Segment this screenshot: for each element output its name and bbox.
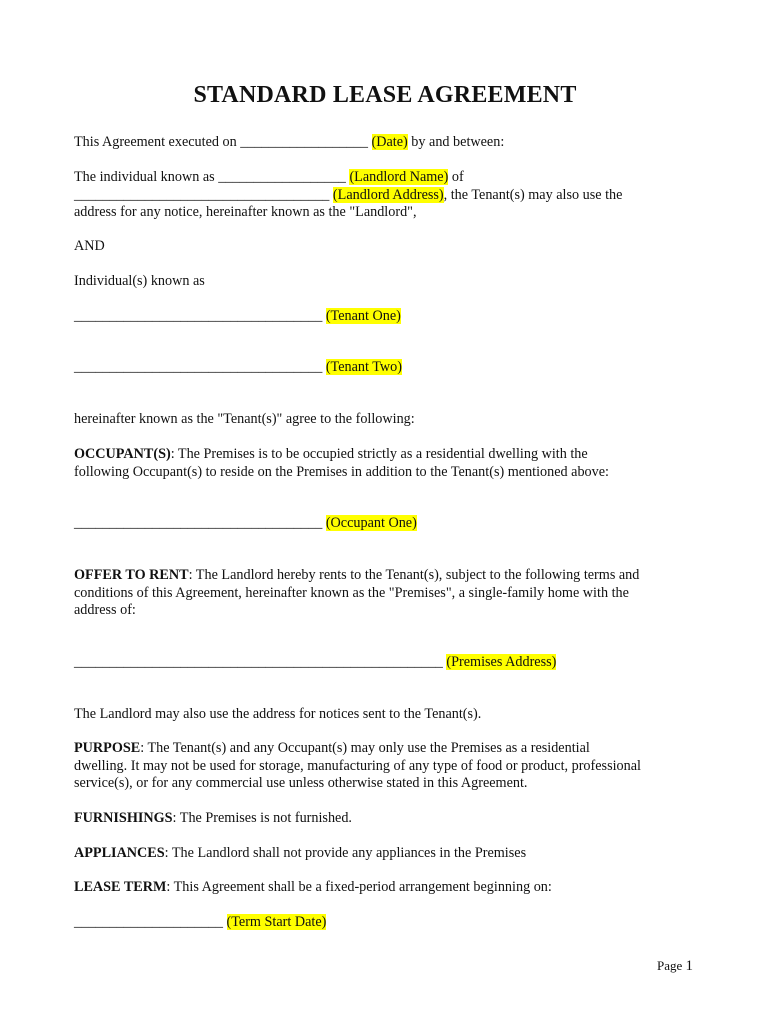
occupant-one-placeholder: (Occupant One) bbox=[325, 515, 417, 531]
tenant-one-placeholder: (Tenant One) bbox=[325, 308, 401, 324]
document-title: STANDARD LEASE AGREEMENT bbox=[193, 82, 577, 108]
text: address of: bbox=[74, 602, 136, 618]
text: : The Landlord hereby rents to the Tenant(s), subject to the following terms and bbox=[188, 567, 640, 583]
text: following Occupant(s) to reside on the Premises in addition to the Tenant(s) mentioned above: bbox=[74, 463, 609, 480]
and-line: AND bbox=[74, 238, 105, 254]
purpose-section bbox=[74, 740, 704, 793]
hereinafter-line: hereinafter known as the "Tenant(s)" agree to the following: bbox=[74, 411, 415, 427]
text: : The Premises is not furnished. bbox=[172, 810, 352, 826]
text: by and between: bbox=[407, 134, 505, 150]
text: : The Tenant(s) and any Occupant(s) may only use the Premises as a residential bbox=[140, 740, 590, 756]
notices-line: The Landlord may also use the address for notices sent to the Tenant(s). bbox=[74, 706, 482, 722]
offer-section bbox=[74, 567, 704, 620]
date-placeholder: (Date) bbox=[371, 134, 408, 150]
furnishings-section bbox=[74, 810, 704, 828]
text: , the Tenant(s) may also use the bbox=[443, 186, 623, 203]
page-label: Page bbox=[656, 958, 686, 973]
tenant-one-line bbox=[74, 308, 704, 326]
individuals-line: Individual(s) known as bbox=[74, 273, 205, 289]
tenant-two-line bbox=[74, 359, 704, 377]
text: service(s), or for any commercial use unless otherwise stated in this Agreement. bbox=[74, 775, 528, 791]
blank-line: ___________________________________ bbox=[74, 308, 326, 324]
text: The individual known as __________________ bbox=[74, 169, 350, 185]
term-start-line bbox=[74, 914, 704, 932]
section-heading: OFFER TO RENT bbox=[74, 567, 189, 583]
text: conditions of this Agreement, hereinafter known as the "Premises", a single-family home with the bbox=[74, 584, 629, 601]
landlord-name-placeholder: (Landlord Name) bbox=[349, 169, 449, 185]
term-start-date-placeholder: (Term Start Date) bbox=[226, 914, 327, 930]
blank-line: ____________________________________________________ bbox=[74, 654, 447, 670]
lease-term-section bbox=[74, 879, 704, 897]
blank-line: ___________________________________ bbox=[74, 515, 326, 531]
tenant-two-placeholder: (Tenant Two) bbox=[325, 359, 402, 375]
text: address for any notice, hereinafter known as the "Landlord", bbox=[74, 204, 417, 220]
section-heading: LEASE TERM bbox=[74, 879, 167, 895]
premises-address-line bbox=[74, 654, 704, 672]
landlord-paragraph bbox=[74, 169, 704, 222]
landlord-address-placeholder: (Landlord Address) bbox=[332, 186, 444, 203]
premises-address-placeholder: (Premises Address) bbox=[446, 654, 557, 670]
text: dwelling. It may not be used for storage, manufacturing of any type of food or product, professional bbox=[74, 757, 641, 774]
text: of bbox=[448, 169, 464, 185]
appliances-section bbox=[74, 845, 704, 863]
text: This Agreement executed on __________________ bbox=[74, 134, 372, 150]
page-number-value: 1 bbox=[685, 958, 693, 974]
text: : The Landlord shall not provide any appliances in the Premises bbox=[164, 845, 527, 861]
occupants-section bbox=[74, 446, 704, 481]
occupant-one-line bbox=[74, 515, 704, 533]
blank-line: ___________________________________ bbox=[74, 359, 326, 375]
text: : The Premises is to be occupied strictly as a residential dwelling with the bbox=[170, 446, 588, 462]
agreement-date-line bbox=[74, 134, 704, 152]
blank-line: _____________________ bbox=[74, 914, 227, 930]
text: : This Agreement shall be a fixed-period arrangement beginning on: bbox=[166, 879, 552, 895]
text: ____________________________________ bbox=[74, 186, 333, 203]
section-heading: FURNISHINGS bbox=[74, 810, 173, 826]
section-heading: APPLIANCES bbox=[74, 845, 165, 861]
page-number bbox=[657, 957, 693, 976]
section-heading: OCCUPANT(S) bbox=[74, 446, 171, 462]
section-heading: PURPOSE bbox=[74, 740, 141, 756]
